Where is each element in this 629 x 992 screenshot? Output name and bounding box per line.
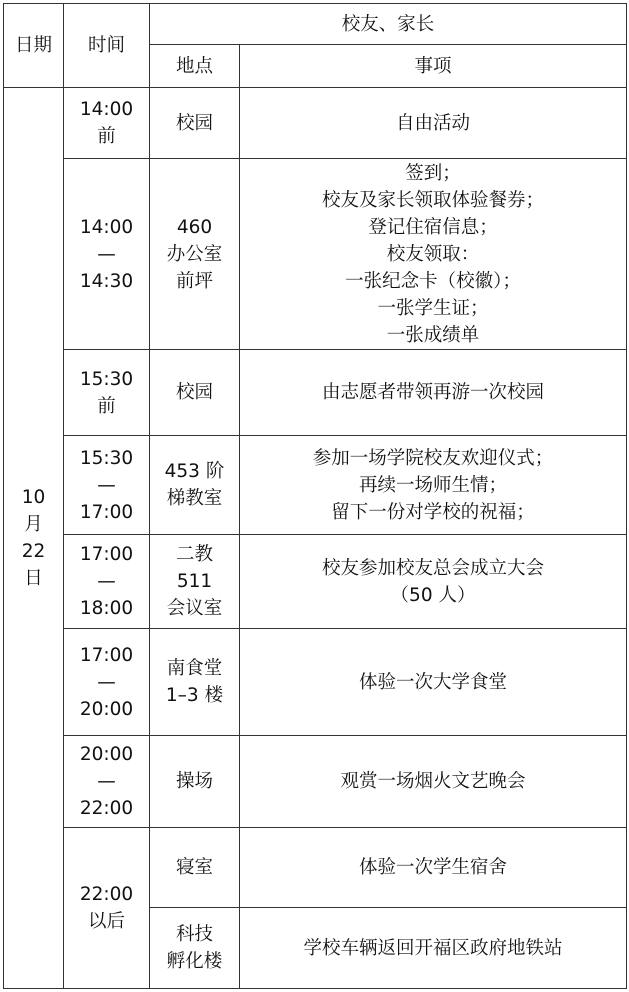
header-group: 校友、家长 bbox=[150, 4, 627, 45]
date-cell bbox=[4, 88, 64, 989]
cell-line: 日 bbox=[24, 568, 43, 589]
time-cell bbox=[64, 828, 150, 989]
item-cell bbox=[240, 88, 627, 159]
cell-line: 签到； bbox=[405, 162, 461, 184]
cell-line: 科技 bbox=[175, 924, 213, 945]
cell-line: 操场 bbox=[175, 771, 213, 792]
cell-line: 会议室 bbox=[166, 598, 223, 619]
location-cell bbox=[150, 908, 240, 989]
cell-line: — bbox=[97, 474, 116, 496]
cell-line: 校园 bbox=[175, 112, 213, 134]
cell-line: 二教 bbox=[175, 544, 213, 565]
cell-line: — bbox=[97, 571, 116, 592]
cell-line: 17:00 bbox=[79, 644, 134, 666]
location-cell bbox=[150, 436, 240, 535]
table-row bbox=[4, 828, 627, 908]
time-cell bbox=[64, 736, 150, 828]
cell-line: 自由活动 bbox=[396, 112, 471, 134]
cell-line: 18:00 bbox=[79, 598, 134, 619]
cell-line: 以后 bbox=[87, 911, 125, 932]
table-row bbox=[4, 159, 627, 350]
header-time: 时间 bbox=[64, 4, 150, 88]
item-cell bbox=[240, 436, 627, 535]
cell-line: 校园 bbox=[175, 382, 213, 403]
cell-line: 孵化楼 bbox=[166, 951, 223, 972]
table-row bbox=[4, 535, 627, 629]
cell-line: 1–3 楼 bbox=[165, 685, 224, 706]
header-item: 事项 bbox=[240, 45, 627, 88]
cell-line: 前坪 bbox=[175, 270, 213, 292]
table-row bbox=[4, 629, 627, 736]
cell-line: 460 bbox=[176, 216, 213, 238]
item-cell bbox=[240, 350, 627, 436]
cell-line: 校友及家长领取体验餐券； bbox=[322, 189, 545, 211]
cell-line: — bbox=[97, 243, 116, 265]
item-cell bbox=[240, 908, 627, 989]
item-cell bbox=[240, 629, 627, 736]
time-cell bbox=[64, 629, 150, 736]
cell-line: 20:00 bbox=[79, 744, 134, 765]
cell-line: 由志愿者带领再游一次校园 bbox=[322, 382, 545, 403]
time-cell bbox=[64, 88, 150, 159]
cell-line: 一张学生证； bbox=[377, 297, 489, 319]
cell-line: （50 人） bbox=[390, 584, 476, 606]
table-row bbox=[4, 88, 627, 159]
table-row bbox=[4, 436, 627, 535]
cell-line: 10 bbox=[21, 487, 46, 508]
time-cell bbox=[64, 350, 150, 436]
cell-line: 511 bbox=[176, 571, 213, 592]
item-cell bbox=[240, 535, 627, 629]
cell-line: 参加一场学院校友欢迎仪式； bbox=[312, 447, 554, 469]
cell-line: 再续一场师生情； bbox=[359, 474, 508, 496]
cell-line: 留下一份对学校的祝福； bbox=[331, 501, 535, 523]
cell-line: 14:30 bbox=[79, 270, 134, 292]
location-cell bbox=[150, 535, 240, 629]
cell-line: 15:30 bbox=[79, 368, 134, 390]
location-cell bbox=[150, 159, 240, 350]
cell-line: 14:00 bbox=[79, 99, 134, 120]
cell-line: 前 bbox=[97, 395, 116, 417]
location-cell bbox=[150, 736, 240, 828]
cell-line: 一张纪念卡（校徽）； bbox=[345, 270, 521, 292]
location-cell bbox=[150, 828, 240, 908]
cell-line: 20:00 bbox=[79, 698, 134, 720]
table-row bbox=[4, 736, 627, 828]
cell-line: — bbox=[97, 771, 116, 792]
item-cell bbox=[240, 828, 627, 908]
cell-line: 前 bbox=[97, 126, 116, 147]
cell-line: 办公室 bbox=[166, 243, 223, 265]
cell-line: 学校车辆返回开福区政府地铁站 bbox=[303, 937, 563, 959]
item-cell bbox=[240, 736, 627, 828]
table-row bbox=[4, 350, 627, 436]
cell-line: 梯教室 bbox=[166, 488, 223, 509]
location-cell bbox=[150, 88, 240, 159]
header-date: 日期 bbox=[4, 4, 64, 88]
cell-line: 体验一次学生宿舍 bbox=[359, 857, 508, 878]
cell-line: 寝室 bbox=[175, 857, 213, 878]
cell-line: 南食堂 bbox=[166, 658, 223, 679]
time-cell bbox=[64, 159, 150, 350]
cell-line: 17:00 bbox=[79, 501, 134, 523]
time-cell bbox=[64, 436, 150, 535]
cell-line: 月 bbox=[24, 514, 43, 535]
cell-line: 453 阶 bbox=[164, 461, 225, 482]
header-location: 地点 bbox=[150, 45, 240, 88]
cell-line: 体验一次大学食堂 bbox=[359, 671, 508, 693]
schedule-table bbox=[3, 3, 627, 989]
cell-line: 15:30 bbox=[79, 447, 134, 469]
cell-line: 22:00 bbox=[79, 884, 134, 905]
location-cell bbox=[150, 629, 240, 736]
cell-line: 校友参加校友总会成立大会 bbox=[322, 557, 545, 579]
cell-line: 一张成绩单 bbox=[386, 324, 480, 346]
item-cell bbox=[240, 159, 627, 350]
cell-line: 22:00 bbox=[79, 798, 134, 819]
cell-line: 17:00 bbox=[79, 544, 134, 565]
cell-line: 观赏一场烟火文艺晚会 bbox=[340, 771, 526, 792]
cell-line: 14:00 bbox=[79, 216, 134, 238]
cell-line: 登记住宿信息； bbox=[368, 216, 498, 238]
cell-line: 校友领取： bbox=[386, 243, 480, 265]
time-cell bbox=[64, 535, 150, 629]
cell-line: 22 bbox=[21, 541, 46, 562]
location-cell bbox=[150, 350, 240, 436]
cell-line: — bbox=[97, 671, 116, 693]
